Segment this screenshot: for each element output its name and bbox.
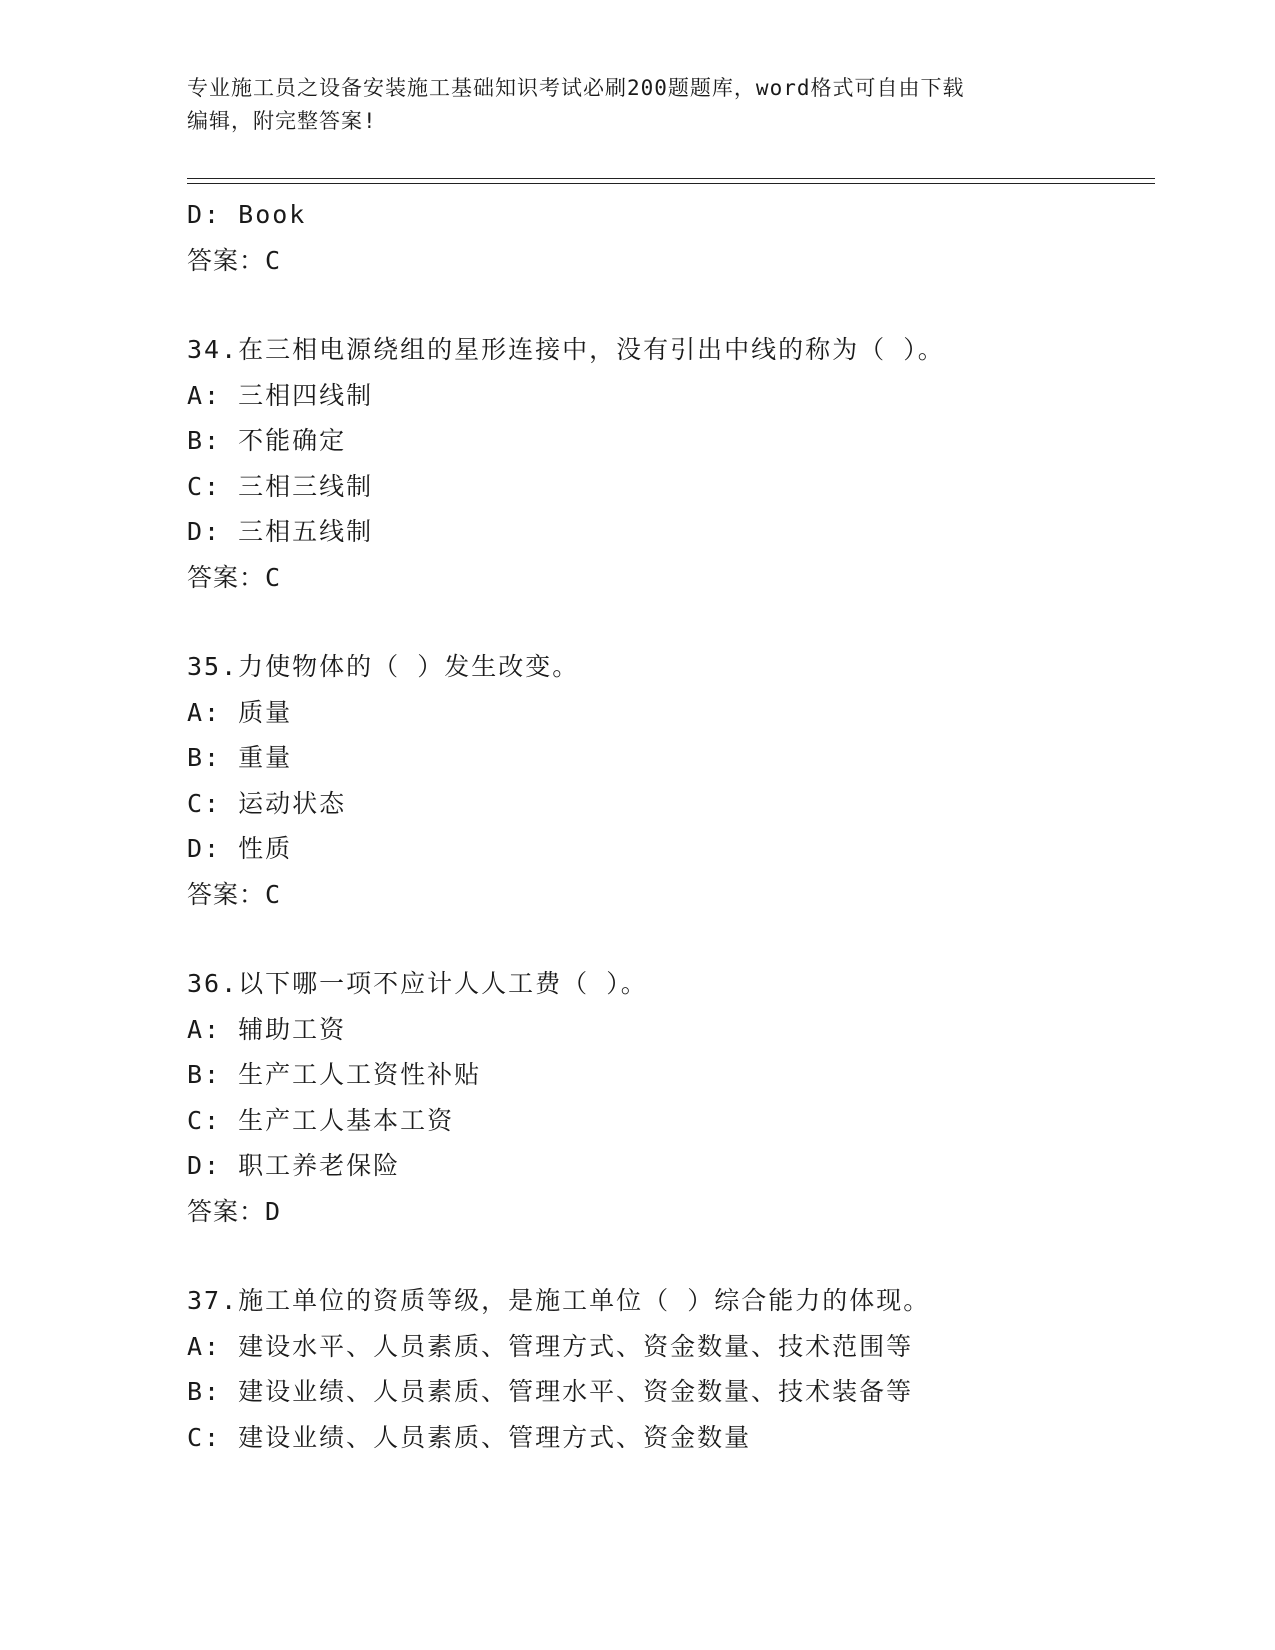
option-a: A: 质量: [187, 697, 293, 727]
option-a: A: 三相四线制: [187, 380, 374, 410]
question-37: [187, 1278, 1155, 1460]
option-c: C: 三相三线制: [187, 471, 374, 501]
question-stem: 35.力使物体的（ ）发生改变。: [187, 652, 580, 681]
question-stem: 36.以下哪一项不应计人人工费（ ）。: [187, 969, 648, 998]
option-a: A: 辅助工资: [187, 1014, 347, 1044]
question-stem: 34.在三相电源绕组的星形连接中，没有引出中线的称为（ ）。: [187, 335, 945, 364]
spacer: [187, 1234, 1155, 1278]
document-header: [187, 72, 1087, 138]
spacer: [187, 600, 1155, 644]
option-a: A: 建设水平、人员素质、管理方式、资金数量、技术范围等: [187, 1331, 914, 1361]
option-d: D: 职工养老保险: [187, 1151, 401, 1180]
answer: 答案：C: [187, 562, 282, 592]
option-b: B: 建设业绩、人员素质、管理水平、资金数量、技术装备等: [187, 1377, 914, 1406]
option-d: D: 三相五线制: [187, 517, 374, 546]
prev-answer: 答案：C: [187, 245, 282, 275]
option-b: B: 生产工人工资性补贴: [187, 1060, 482, 1089]
option-c: C: 建设业绩、人员素质、管理方式、资金数量: [187, 1422, 752, 1452]
option-b: B: 不能确定: [187, 426, 347, 455]
prev-option-d: D: Book: [187, 200, 307, 229]
document-body: [187, 192, 1155, 1460]
header-rule-top: [187, 178, 1155, 179]
question-35: [187, 644, 1155, 917]
option-d: D: 性质: [187, 834, 293, 863]
header-title-line-1: 专业施工员之设备安装施工基础知识考试必刷200题题库，word格式可自由下载: [187, 76, 965, 100]
question-36: [187, 961, 1155, 1234]
answer: 答案：D: [187, 1196, 282, 1226]
question-stem: 37.施工单位的资质等级，是施工单位（ ）综合能力的体现。: [187, 1286, 931, 1315]
option-b: B: 重量: [187, 743, 293, 772]
spacer: [187, 917, 1155, 961]
option-c: C: 生产工人基本工资: [187, 1105, 455, 1135]
option-c: C: 运动状态: [187, 788, 347, 818]
answer: 答案：C: [187, 879, 282, 909]
header-rule-bottom: [187, 183, 1155, 184]
question-34: [187, 327, 1155, 600]
spacer: [187, 283, 1155, 327]
header-title-line-2: 编辑，附完整答案!: [187, 109, 377, 133]
